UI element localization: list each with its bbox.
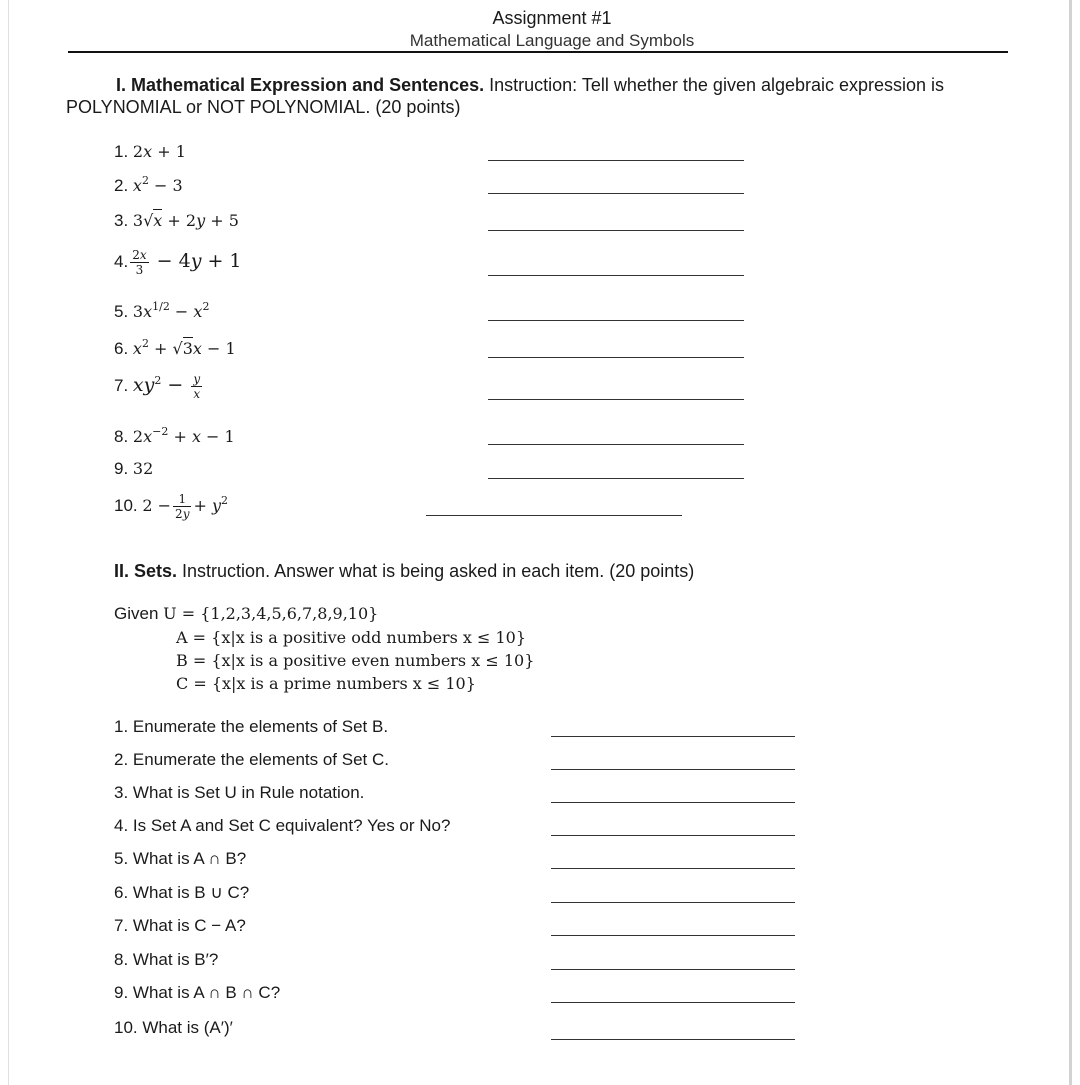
answer-line[interactable] [488, 444, 744, 445]
answer-line[interactable] [488, 399, 744, 400]
section1-heading: I. Mathematical Expression and Sentences. [116, 75, 485, 95]
answer-line[interactable] [426, 515, 682, 516]
set-question-8: 8. What is B′? [114, 950, 219, 969]
section1-intro [66, 74, 1006, 118]
item-number: 8. [114, 427, 129, 446]
set-question-10: 10. What is (A′)′ [114, 1018, 233, 1037]
assignment-subtitle: Mathematical Language and Symbols [409, 31, 695, 50]
answer-line[interactable] [551, 736, 795, 737]
header-divider [68, 51, 1008, 53]
item-number: 5. [114, 302, 129, 321]
item-number: 6. [114, 339, 129, 358]
item-number: 4. [114, 251, 129, 271]
answer-line[interactable] [488, 193, 744, 194]
answer-line[interactable] [551, 1002, 795, 1003]
expr-item-1: 1. 2x + 1 [114, 142, 186, 161]
page-right-edge [1069, 0, 1072, 1085]
expr-item-7: 7. $xy^2$ − $\frac{y}{x}$ [114, 372, 201, 401]
item-number: 7. [114, 375, 129, 395]
given-label: Given [114, 604, 159, 623]
set-c-definition: C = {x|x is a prime numbers x ≤ 10} [176, 674, 476, 693]
item-number: 2. [114, 176, 129, 195]
answer-line[interactable] [551, 769, 795, 770]
answer-line[interactable] [551, 868, 795, 869]
answer-line[interactable] [488, 320, 744, 321]
set-question-7: 7. What is C − A? [114, 916, 246, 935]
expr-item-6: 6. $x^2 + √3x - 1$ [114, 337, 236, 358]
universe-set: U = {1,2,3,4,5,6,7,8,9,10} [163, 604, 379, 623]
expr-item-4: 4. $\frac{2x}{3}$ − 4y + 1 [114, 248, 242, 277]
section2-instruction: Instruction. Answer what is being asked in each item. (20 points) [177, 561, 695, 581]
answer-line[interactable] [488, 160, 744, 161]
answer-line[interactable] [488, 275, 744, 276]
answer-line[interactable] [551, 935, 795, 936]
section2-heading: II. Sets. [114, 561, 178, 581]
set-question-4: 4. Is Set A and Set C equivalent? Yes or No? [114, 816, 451, 835]
set-a-definition: A = {x|x is a positive odd numbers x ≤ 10} [176, 628, 526, 647]
set-question-3: 3. What is Set U in Rule notation. [114, 783, 365, 802]
set-question-1: 1. Enumerate the elements of Set B. [114, 717, 389, 736]
item-number: 3. [114, 211, 129, 230]
section2-intro [114, 561, 694, 582]
answer-line[interactable] [551, 969, 795, 970]
set-b-definition: B = {x|x is a positive even numbers x ≤ 10} [176, 651, 535, 670]
answer-line[interactable] [488, 478, 744, 479]
answer-line[interactable] [488, 230, 744, 231]
set-question-2: 2. Enumerate the elements of Set C. [114, 750, 389, 769]
section1-instruction: Instruction: Tell whether the given algebraic expression is POLYNOMIAL or NOT POLYNOMIAL. (20 points) [66, 75, 945, 117]
expr-item-2: 2. $x^2 - 3$ [114, 174, 183, 195]
answer-line[interactable] [488, 357, 744, 358]
answer-line[interactable] [551, 1039, 795, 1040]
item-number: 9. [114, 459, 129, 478]
expr-item-5: 5. $3x^{1/2} - x^2$ [114, 300, 210, 321]
set-question-5: 5. What is A ∩ B? [114, 849, 247, 868]
item-number: 10. [114, 495, 138, 515]
expr-item-9: 9. 32 [114, 459, 154, 478]
answer-line[interactable] [551, 835, 795, 836]
answer-line[interactable] [551, 802, 795, 803]
expr-item-10: 10. 2 − $\frac{1}{2y}$ + $y^2$ [114, 492, 229, 521]
given-universe [114, 604, 378, 624]
expr-item-8: 8. $2x^{-2} + x - 1$ [114, 425, 235, 446]
set-question-6: 6. What is B ∪ C? [114, 883, 250, 902]
expr-item-3: 3. 3√x + 2y + 5 [114, 211, 239, 230]
page-left-edge [8, 0, 9, 1085]
answer-line[interactable] [551, 902, 795, 903]
set-question-9: 9. What is A ∩ B ∩ C? [114, 983, 281, 1002]
assignment-title: Assignment #1 [492, 8, 612, 28]
item-number: 1. [114, 142, 129, 161]
